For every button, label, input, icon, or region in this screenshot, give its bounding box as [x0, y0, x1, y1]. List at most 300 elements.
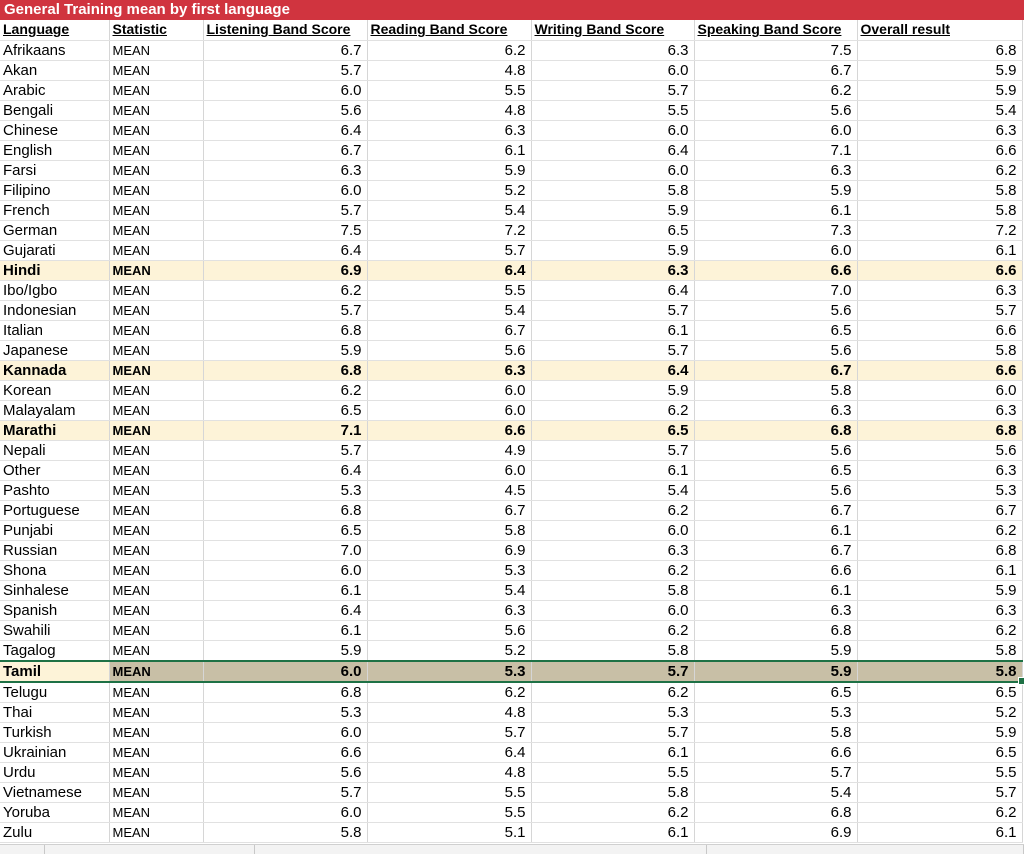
cell-reading[interactable]: 6.9 — [367, 540, 531, 560]
cell-statistic[interactable]: MEAN — [109, 320, 203, 340]
cell-reading[interactable]: 6.3 — [367, 360, 531, 380]
cell-reading[interactable]: 6.0 — [367, 400, 531, 420]
cell-listening[interactable]: 6.0 — [203, 661, 367, 682]
cell-language[interactable]: Pashto — [0, 480, 109, 500]
cell-reading[interactable]: 5.1 — [367, 822, 531, 842]
cell-reading[interactable]: 6.4 — [367, 260, 531, 280]
cell-overall[interactable]: 6.6 — [857, 140, 1022, 160]
cell-listening[interactable]: 6.4 — [203, 240, 367, 260]
cell-speaking[interactable]: 6.3 — [694, 600, 857, 620]
cell-listening[interactable]: 5.7 — [203, 782, 367, 802]
cell-statistic[interactable]: MEAN — [109, 762, 203, 782]
cell-writing[interactable]: 5.7 — [531, 440, 694, 460]
cell-overall[interactable]: 6.1 — [857, 240, 1022, 260]
cell-statistic[interactable]: MEAN — [109, 280, 203, 300]
cell-language[interactable]: Nepali — [0, 440, 109, 460]
cell-language[interactable]: Turkish — [0, 722, 109, 742]
cell-listening[interactable]: 6.8 — [203, 500, 367, 520]
cell-writing[interactable]: 6.3 — [531, 40, 694, 60]
cell-writing[interactable]: 5.8 — [531, 580, 694, 600]
cell-statistic[interactable]: MEAN — [109, 722, 203, 742]
column-header-statistic[interactable]: Statistic — [109, 20, 203, 40]
cell-reading[interactable]: 4.8 — [367, 100, 531, 120]
cell-overall[interactable]: 6.3 — [857, 120, 1022, 140]
cell-writing[interactable]: 6.2 — [531, 682, 694, 703]
cell-writing[interactable]: 5.5 — [531, 762, 694, 782]
cell-reading[interactable]: 6.0 — [367, 380, 531, 400]
cell-reading[interactable]: 6.3 — [367, 120, 531, 140]
cell-statistic[interactable]: MEAN — [109, 260, 203, 280]
cell-overall[interactable]: 5.8 — [857, 200, 1022, 220]
cell-speaking[interactable]: 6.7 — [694, 360, 857, 380]
cell-listening[interactable]: 6.6 — [203, 742, 367, 762]
cell-speaking[interactable]: 6.3 — [694, 160, 857, 180]
cell-language[interactable]: German — [0, 220, 109, 240]
cell-reading[interactable]: 5.4 — [367, 200, 531, 220]
cell-overall[interactable]: 5.8 — [857, 340, 1022, 360]
table-row — [0, 240, 1022, 260]
cell-language[interactable]: Marathi — [0, 420, 109, 440]
column-header-language[interactable]: Language — [0, 20, 109, 40]
cell-language[interactable]: Tagalog — [0, 640, 109, 661]
column-header-overall[interactable]: Overall result — [857, 20, 1022, 40]
cell-listening[interactable]: 6.0 — [203, 722, 367, 742]
cell-reading[interactable]: 5.3 — [367, 661, 531, 682]
cell-reading[interactable]: 5.5 — [367, 80, 531, 100]
cell-writing[interactable]: 5.9 — [531, 380, 694, 400]
cell-writing[interactable]: 6.0 — [531, 60, 694, 80]
cell-statistic[interactable]: MEAN — [109, 520, 203, 540]
cell-writing[interactable]: 6.0 — [531, 600, 694, 620]
cell-statistic[interactable]: MEAN — [109, 360, 203, 380]
cell-language[interactable]: Tamil — [0, 661, 109, 682]
cell-speaking[interactable]: 6.9 — [694, 822, 857, 842]
cell-speaking[interactable]: 6.6 — [694, 742, 857, 762]
cell-listening[interactable]: 5.6 — [203, 100, 367, 120]
cell-statistic[interactable]: MEAN — [109, 742, 203, 762]
cell-overall[interactable]: 5.7 — [857, 300, 1022, 320]
cell-writing[interactable]: 6.4 — [531, 280, 694, 300]
cell-overall[interactable]: 6.2 — [857, 620, 1022, 640]
cell-writing[interactable]: 6.2 — [531, 500, 694, 520]
cell-statistic[interactable]: MEAN — [109, 600, 203, 620]
cell-overall[interactable]: 5.9 — [857, 60, 1022, 80]
cell-statistic[interactable]: MEAN — [109, 80, 203, 100]
cell-language[interactable]: Chinese — [0, 120, 109, 140]
cell-listening[interactable]: 6.8 — [203, 682, 367, 703]
cell-language[interactable]: Indonesian — [0, 300, 109, 320]
cell-overall[interactable]: 6.2 — [857, 520, 1022, 540]
cell-statistic[interactable]: MEAN — [109, 702, 203, 722]
cell-overall[interactable]: 7.2 — [857, 220, 1022, 240]
cell-reading[interactable]: 5.5 — [367, 802, 531, 822]
cell-reading[interactable]: 6.4 — [367, 742, 531, 762]
cell-overall[interactable]: 5.3 — [857, 480, 1022, 500]
cell-writing[interactable]: 6.1 — [531, 320, 694, 340]
cell-statistic[interactable]: MEAN — [109, 440, 203, 460]
column-header-speaking[interactable]: Speaking Band Score — [694, 20, 857, 40]
cell-writing[interactable]: 6.0 — [531, 520, 694, 540]
cell-listening[interactable]: 6.7 — [203, 140, 367, 160]
cell-language[interactable]: Ibo/Igbo — [0, 280, 109, 300]
column-header-reading[interactable]: Reading Band Score — [367, 20, 531, 40]
table-row — [0, 762, 1022, 782]
cell-language[interactable]: English — [0, 140, 109, 160]
cell-speaking[interactable]: 7.0 — [694, 280, 857, 300]
cell-speaking[interactable]: 7.1 — [694, 140, 857, 160]
cell-writing[interactable]: 6.1 — [531, 460, 694, 480]
cell-language[interactable]: Urdu — [0, 762, 109, 782]
cell-listening[interactable]: 5.7 — [203, 200, 367, 220]
cell-writing[interactable]: 6.1 — [531, 822, 694, 842]
cell-listening[interactable]: 6.2 — [203, 280, 367, 300]
cell-language[interactable]: Afrikaans — [0, 40, 109, 60]
cell-speaking[interactable]: 5.4 — [694, 782, 857, 802]
cell-reading[interactable]: 5.7 — [367, 240, 531, 260]
cell-writing[interactable]: 5.7 — [531, 80, 694, 100]
cell-reading[interactable]: 5.6 — [367, 340, 531, 360]
cell-writing[interactable]: 5.3 — [531, 702, 694, 722]
cell-speaking[interactable]: 5.9 — [694, 640, 857, 661]
cell-reading[interactable]: 4.5 — [367, 480, 531, 500]
cell-overall[interactable]: 6.0 — [857, 380, 1022, 400]
cell-speaking[interactable]: 5.3 — [694, 702, 857, 722]
cell-writing[interactable]: 6.3 — [531, 540, 694, 560]
cell-speaking[interactable]: 6.8 — [694, 802, 857, 822]
cell-language[interactable]: Malayalam — [0, 400, 109, 420]
cell-speaking[interactable]: 5.6 — [694, 100, 857, 120]
cell-reading[interactable]: 7.2 — [367, 220, 531, 240]
cell-overall[interactable]: 5.4 — [857, 100, 1022, 120]
cell-overall[interactable]: 5.8 — [857, 180, 1022, 200]
cell-reading[interactable]: 5.7 — [367, 722, 531, 742]
cell-listening[interactable]: 6.8 — [203, 320, 367, 340]
cell-overall[interactable]: 6.3 — [857, 600, 1022, 620]
cell-language[interactable]: Kannada — [0, 360, 109, 380]
cell-overall[interactable]: 5.6 — [857, 440, 1022, 460]
cell-listening[interactable]: 5.7 — [203, 300, 367, 320]
cell-statistic[interactable]: MEAN — [109, 140, 203, 160]
cell-speaking[interactable]: 5.6 — [694, 480, 857, 500]
cell-overall[interactable]: 6.3 — [857, 280, 1022, 300]
cell-reading[interactable]: 6.2 — [367, 40, 531, 60]
cell-overall[interactable]: 6.1 — [857, 560, 1022, 580]
cell-speaking[interactable]: 5.8 — [694, 380, 857, 400]
cell-reading[interactable]: 6.2 — [367, 682, 531, 703]
cell-language[interactable]: Farsi — [0, 160, 109, 180]
cell-language[interactable]: Other — [0, 460, 109, 480]
cell-speaking[interactable]: 7.5 — [694, 40, 857, 60]
cell-language[interactable]: Spanish — [0, 600, 109, 620]
cell-listening[interactable]: 6.5 — [203, 400, 367, 420]
cell-speaking[interactable]: 7.3 — [694, 220, 857, 240]
cell-language[interactable]: Bengali — [0, 100, 109, 120]
cell-listening[interactable]: 6.7 — [203, 40, 367, 60]
cell-listening[interactable]: 7.0 — [203, 540, 367, 560]
cell-speaking[interactable]: 6.6 — [694, 260, 857, 280]
cell-statistic[interactable]: MEAN — [109, 500, 203, 520]
cell-statistic[interactable]: MEAN — [109, 540, 203, 560]
cell-statistic[interactable]: MEAN — [109, 661, 203, 682]
cell-statistic[interactable]: MEAN — [109, 480, 203, 500]
cell-overall[interactable]: 6.6 — [857, 260, 1022, 280]
header-row — [0, 20, 1022, 40]
cell-speaking[interactable]: 6.8 — [694, 420, 857, 440]
cell-statistic[interactable]: MEAN — [109, 180, 203, 200]
cell-speaking[interactable]: 6.3 — [694, 400, 857, 420]
cell-listening[interactable]: 5.3 — [203, 702, 367, 722]
cell-writing[interactable]: 5.8 — [531, 782, 694, 802]
cell-overall[interactable]: 6.2 — [857, 160, 1022, 180]
cell-speaking[interactable]: 6.1 — [694, 520, 857, 540]
cell-overall[interactable]: 6.7 — [857, 500, 1022, 520]
cell-statistic[interactable]: MEAN — [109, 120, 203, 140]
cell-listening[interactable]: 6.4 — [203, 120, 367, 140]
cell-listening[interactable]: 6.4 — [203, 600, 367, 620]
table-row — [0, 560, 1022, 580]
cell-statistic[interactable]: MEAN — [109, 380, 203, 400]
cell-writing[interactable]: 6.1 — [531, 742, 694, 762]
cell-writing[interactable]: 6.3 — [531, 260, 694, 280]
cell-speaking[interactable]: 6.0 — [694, 120, 857, 140]
cell-writing[interactable]: 6.2 — [531, 400, 694, 420]
cell-reading[interactable]: 5.3 — [367, 560, 531, 580]
cell-language[interactable]: Filipino — [0, 180, 109, 200]
column-header-writing[interactable]: Writing Band Score — [531, 20, 694, 40]
cell-writing[interactable]: 5.9 — [531, 200, 694, 220]
cell-speaking[interactable]: 6.2 — [694, 80, 857, 100]
cell-writing[interactable]: 6.0 — [531, 120, 694, 140]
cell-writing[interactable]: 5.7 — [531, 722, 694, 742]
cell-statistic[interactable]: MEAN — [109, 100, 203, 120]
cell-reading[interactable]: 4.8 — [367, 702, 531, 722]
cell-reading[interactable]: 6.7 — [367, 320, 531, 340]
cell-language[interactable]: Japanese — [0, 340, 109, 360]
cell-listening[interactable]: 6.0 — [203, 560, 367, 580]
cell-reading[interactable]: 5.4 — [367, 300, 531, 320]
cell-listening[interactable]: 7.5 — [203, 220, 367, 240]
cell-writing[interactable]: 5.7 — [531, 661, 694, 682]
cell-statistic[interactable]: MEAN — [109, 620, 203, 640]
cell-statistic[interactable]: MEAN — [109, 822, 203, 842]
sheet-title[interactable]: General Training mean by first language — [0, 0, 1024, 20]
cell-language[interactable]: Akan — [0, 60, 109, 80]
cell-listening[interactable]: 6.5 — [203, 520, 367, 540]
cell-statistic[interactable]: MEAN — [109, 580, 203, 600]
cell-overall[interactable]: 6.8 — [857, 540, 1022, 560]
cell-overall[interactable]: 6.5 — [857, 682, 1022, 703]
column-header-listening[interactable]: Listening Band Score — [203, 20, 367, 40]
cell-reading[interactable]: 5.6 — [367, 620, 531, 640]
cell-statistic[interactable]: MEAN — [109, 682, 203, 703]
cell-listening[interactable]: 6.2 — [203, 380, 367, 400]
cell-writing[interactable]: 6.2 — [531, 620, 694, 640]
cell-overall[interactable]: 6.6 — [857, 360, 1022, 380]
cell-language[interactable]: Portuguese — [0, 500, 109, 520]
table-row — [0, 260, 1022, 280]
cell-statistic[interactable]: MEAN — [109, 60, 203, 80]
cell-writing[interactable]: 5.9 — [531, 240, 694, 260]
cell-listening[interactable]: 5.9 — [203, 340, 367, 360]
cell-listening[interactable]: 6.9 — [203, 260, 367, 280]
cell-speaking[interactable]: 6.1 — [694, 580, 857, 600]
cell-language[interactable]: Gujarati — [0, 240, 109, 260]
cell-speaking[interactable]: 6.5 — [694, 682, 857, 703]
cell-statistic[interactable]: MEAN — [109, 300, 203, 320]
cell-reading[interactable]: 4.8 — [367, 60, 531, 80]
cell-language[interactable]: Italian — [0, 320, 109, 340]
cell-language[interactable]: Vietnamese — [0, 782, 109, 802]
cell-reading[interactable]: 5.4 — [367, 580, 531, 600]
cell-listening[interactable]: 6.1 — [203, 620, 367, 640]
cell-speaking[interactable]: 6.7 — [694, 60, 857, 80]
cell-overall[interactable]: 5.5 — [857, 762, 1022, 782]
cell-language[interactable]: Yoruba — [0, 802, 109, 822]
cell-speaking[interactable]: 6.7 — [694, 540, 857, 560]
cell-speaking[interactable]: 5.9 — [694, 180, 857, 200]
cell-statistic[interactable]: MEAN — [109, 640, 203, 661]
cell-reading[interactable]: 4.8 — [367, 762, 531, 782]
cell-speaking[interactable]: 5.7 — [694, 762, 857, 782]
cell-speaking[interactable]: 6.0 — [694, 240, 857, 260]
cell-speaking[interactable]: 5.6 — [694, 440, 857, 460]
cell-writing[interactable]: 5.8 — [531, 640, 694, 661]
cell-reading[interactable]: 6.6 — [367, 420, 531, 440]
cell-reading[interactable]: 5.9 — [367, 160, 531, 180]
cell-language[interactable]: Ukrainian — [0, 742, 109, 762]
cell-overall[interactable]: 5.8 — [857, 661, 1022, 682]
cell-listening[interactable]: 6.1 — [203, 580, 367, 600]
cell-reading[interactable]: 5.5 — [367, 280, 531, 300]
cell-overall[interactable]: 6.8 — [857, 40, 1022, 60]
cell-overall[interactable]: 6.8 — [857, 420, 1022, 440]
cell-language[interactable]: Hindi — [0, 260, 109, 280]
cell-statistic[interactable]: MEAN — [109, 400, 203, 420]
cell-statistic[interactable]: MEAN — [109, 560, 203, 580]
cell-writing[interactable]: 5.5 — [531, 100, 694, 120]
cell-writing[interactable]: 5.7 — [531, 300, 694, 320]
cell-writing[interactable]: 6.2 — [531, 802, 694, 822]
cell-reading[interactable]: 4.9 — [367, 440, 531, 460]
cell-speaking[interactable]: 5.6 — [694, 300, 857, 320]
table-row — [0, 620, 1022, 640]
cell-language[interactable]: Arabic — [0, 80, 109, 100]
cell-language[interactable]: French — [0, 200, 109, 220]
cell-speaking[interactable]: 6.5 — [694, 320, 857, 340]
cell-language[interactable]: Zulu — [0, 822, 109, 842]
cell-reading[interactable]: 6.3 — [367, 600, 531, 620]
selection-fill-handle[interactable] — [1018, 677, 1024, 685]
cell-writing[interactable]: 6.2 — [531, 560, 694, 580]
cell-overall[interactable]: 6.6 — [857, 320, 1022, 340]
cell-statistic[interactable]: MEAN — [109, 220, 203, 240]
cell-speaking[interactable]: 6.1 — [694, 200, 857, 220]
cell-overall[interactable]: 5.2 — [857, 702, 1022, 722]
cell-overall[interactable]: 5.7 — [857, 782, 1022, 802]
cell-listening[interactable]: 6.4 — [203, 460, 367, 480]
cell-reading[interactable]: 6.7 — [367, 500, 531, 520]
cell-listening[interactable]: 5.3 — [203, 480, 367, 500]
cell-listening[interactable]: 5.8 — [203, 822, 367, 842]
cell-language[interactable]: Korean — [0, 380, 109, 400]
cell-listening[interactable]: 5.7 — [203, 440, 367, 460]
cell-listening[interactable]: 6.0 — [203, 180, 367, 200]
cell-reading[interactable]: 5.2 — [367, 180, 531, 200]
cell-listening[interactable]: 5.6 — [203, 762, 367, 782]
cell-writing[interactable]: 6.4 — [531, 360, 694, 380]
cell-statistic[interactable]: MEAN — [109, 200, 203, 220]
cell-statistic[interactable]: MEAN — [109, 802, 203, 822]
cell-speaking[interactable]: 6.6 — [694, 560, 857, 580]
cell-writing[interactable]: 5.7 — [531, 340, 694, 360]
cell-overall[interactable]: 6.1 — [857, 822, 1022, 842]
cell-speaking[interactable]: 5.9 — [694, 661, 857, 682]
cell-writing[interactable]: 5.8 — [531, 180, 694, 200]
cell-language[interactable]: Telugu — [0, 682, 109, 703]
cell-overall[interactable]: 5.8 — [857, 640, 1022, 661]
cell-statistic[interactable]: MEAN — [109, 420, 203, 440]
cell-writing[interactable]: 6.4 — [531, 140, 694, 160]
cell-reading[interactable]: 6.0 — [367, 460, 531, 480]
cell-language[interactable]: Sinhalese — [0, 580, 109, 600]
table-row — [0, 360, 1022, 380]
cell-listening[interactable]: 6.0 — [203, 802, 367, 822]
cell-speaking[interactable]: 5.6 — [694, 340, 857, 360]
table-row — [0, 160, 1022, 180]
cell-speaking[interactable]: 6.8 — [694, 620, 857, 640]
cell-speaking[interactable]: 6.5 — [694, 460, 857, 480]
cell-reading[interactable]: 5.2 — [367, 640, 531, 661]
cell-statistic[interactable]: MEAN — [109, 160, 203, 180]
cell-overall[interactable]: 5.9 — [857, 80, 1022, 100]
cell-listening[interactable]: 7.1 — [203, 420, 367, 440]
table-row — [0, 802, 1022, 822]
table-row — [0, 60, 1022, 80]
cell-language[interactable]: Swahili — [0, 620, 109, 640]
cell-statistic[interactable]: MEAN — [109, 240, 203, 260]
cell-language[interactable]: Shona — [0, 560, 109, 580]
cell-reading[interactable]: 6.1 — [367, 140, 531, 160]
cell-writing[interactable]: 5.4 — [531, 480, 694, 500]
cell-overall[interactable]: 6.2 — [857, 802, 1022, 822]
cell-listening[interactable]: 6.0 — [203, 80, 367, 100]
cell-listening[interactable]: 5.7 — [203, 60, 367, 80]
cell-speaking[interactable]: 6.7 — [694, 500, 857, 520]
cell-reading[interactable]: 5.5 — [367, 782, 531, 802]
table-row — [0, 580, 1022, 600]
cell-speaking[interactable]: 5.8 — [694, 722, 857, 742]
cell-overall[interactable]: 6.3 — [857, 460, 1022, 480]
cell-statistic[interactable]: MEAN — [109, 460, 203, 480]
cell-language[interactable]: Thai — [0, 702, 109, 722]
cell-statistic[interactable]: MEAN — [109, 782, 203, 802]
cell-statistic[interactable]: MEAN — [109, 40, 203, 60]
cell-reading[interactable]: 5.8 — [367, 520, 531, 540]
cell-listening[interactable]: 6.8 — [203, 360, 367, 380]
cell-writing[interactable]: 6.5 — [531, 220, 694, 240]
cell-writing[interactable]: 6.0 — [531, 160, 694, 180]
cell-overall[interactable]: 5.9 — [857, 722, 1022, 742]
cell-writing[interactable]: 6.5 — [531, 420, 694, 440]
cell-overall[interactable]: 6.5 — [857, 742, 1022, 762]
cell-statistic[interactable]: MEAN — [109, 340, 203, 360]
cell-listening[interactable]: 5.9 — [203, 640, 367, 661]
cell-language[interactable]: Punjabi — [0, 520, 109, 540]
cell-overall[interactable]: 5.9 — [857, 580, 1022, 600]
cell-listening[interactable]: 6.3 — [203, 160, 367, 180]
cell-language[interactable]: Russian — [0, 540, 109, 560]
cell-overall[interactable]: 6.3 — [857, 400, 1022, 420]
